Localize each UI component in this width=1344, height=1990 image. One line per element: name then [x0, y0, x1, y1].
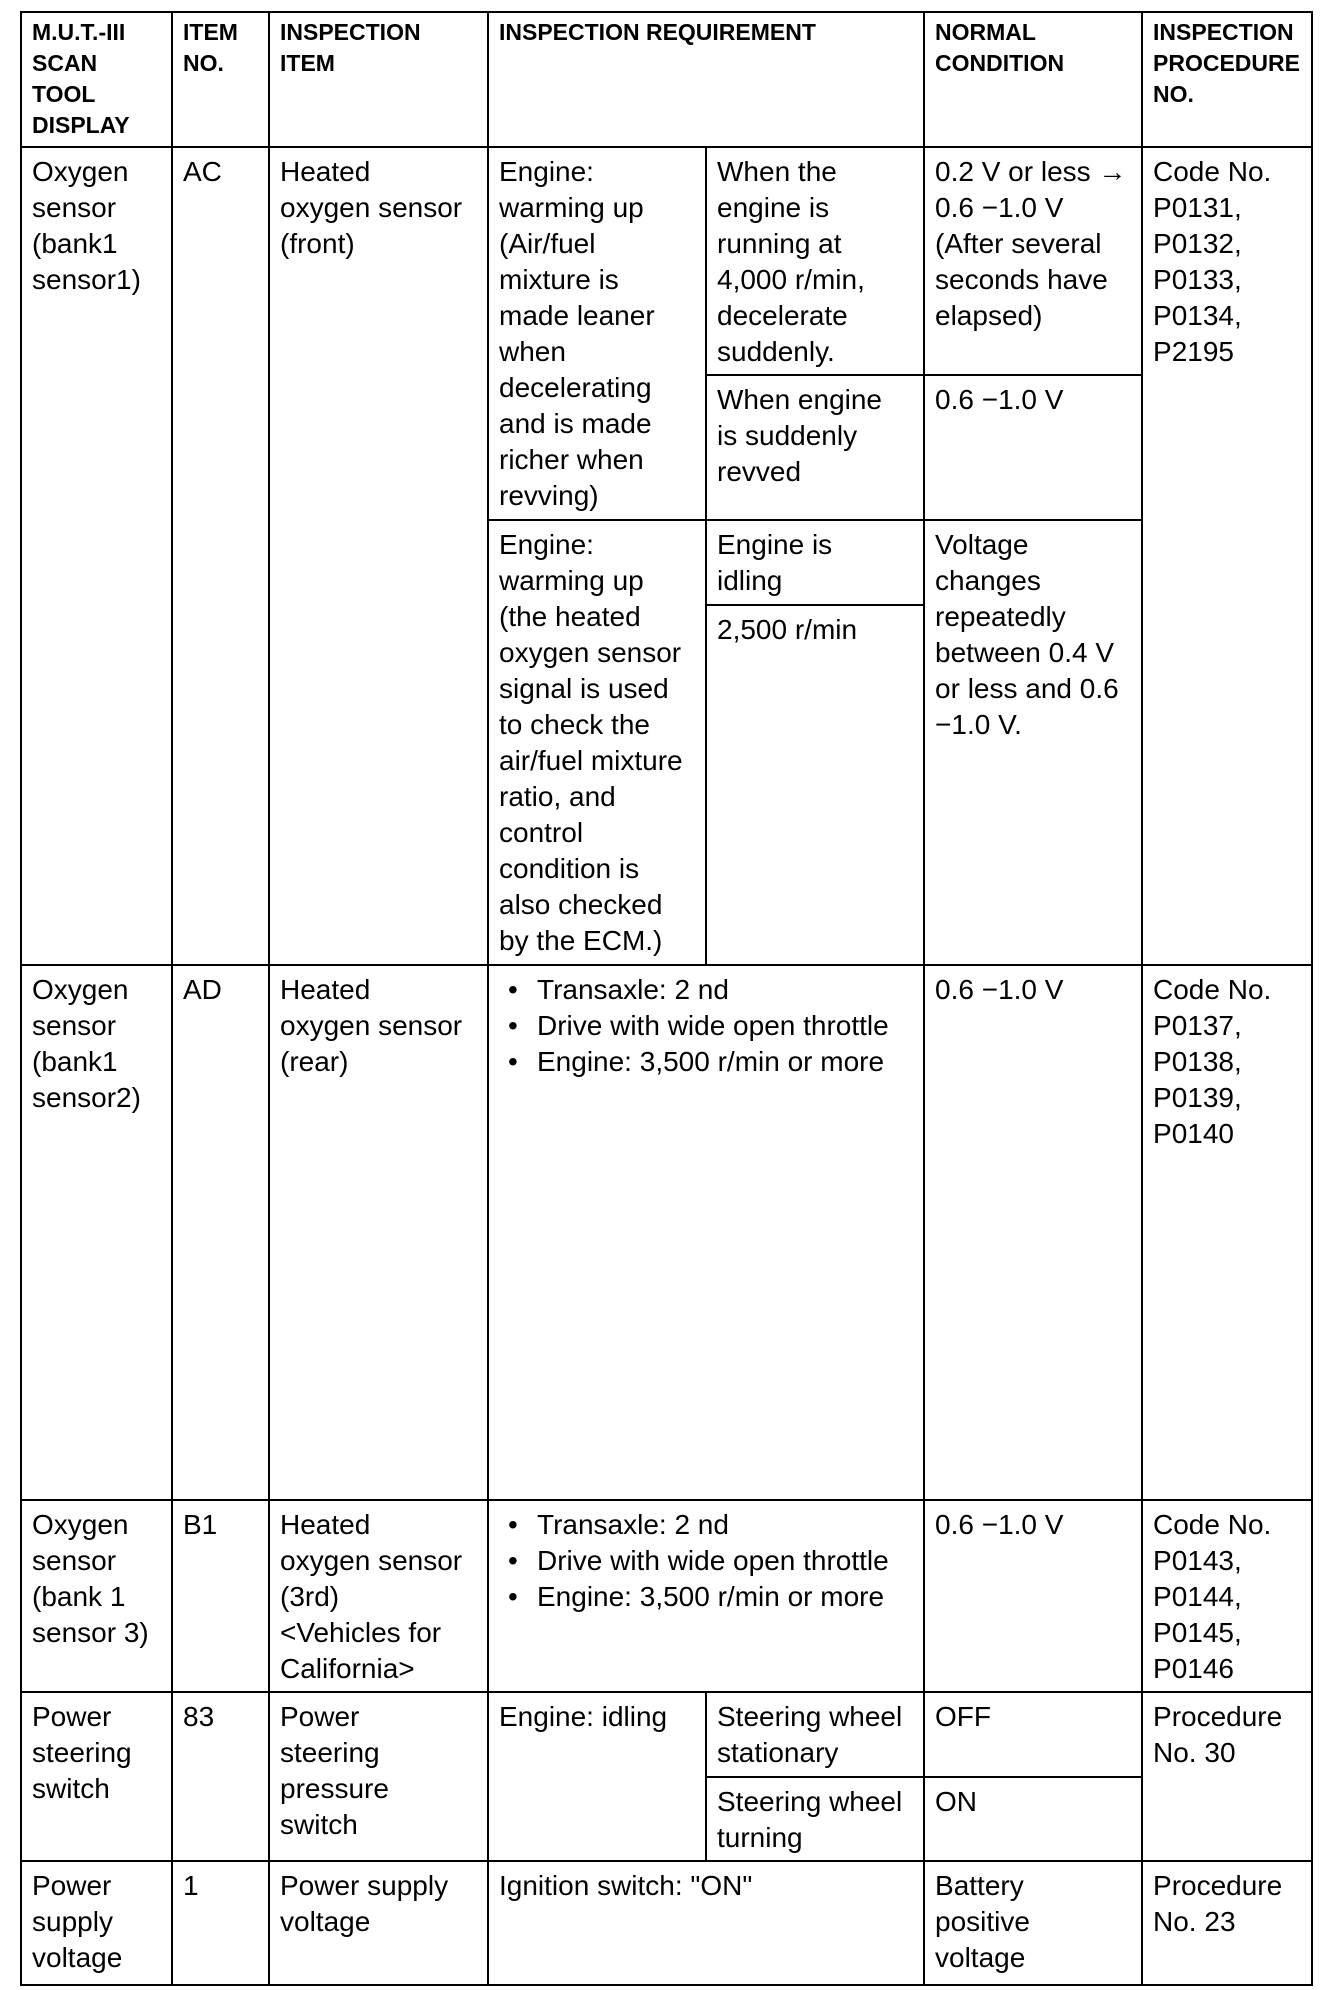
- list-item: • Engine: 3,500 r/min or more: [537, 1579, 915, 1615]
- header-inspection-item: INSPECTION ITEM: [269, 12, 488, 147]
- procedure-no-cell: Code No. P0143, P0144, P0145, P0146: [1142, 1500, 1312, 1692]
- inspection-requirement-cell: Ignition switch: "ON": [488, 1861, 924, 1985]
- table-row: [21, 1861, 1312, 1985]
- procedure-no-cell: Code No. P0137, P0138, P0139, P0140: [1142, 965, 1312, 1500]
- normal-condition-cell: Battery positive voltage: [924, 1861, 1142, 1985]
- requirement-list: [499, 1507, 915, 1615]
- scan-tool-display-cell: Oxygen sensor (bank1 sensor2): [21, 965, 172, 1500]
- table-row: [21, 965, 1312, 1500]
- item-no-cell: 83: [172, 1692, 269, 1861]
- header-normal-condition: NORMAL CONDITION: [924, 12, 1142, 147]
- requirement-list: [499, 972, 915, 1080]
- list-item: • Transaxle: 2 nd: [537, 1507, 915, 1543]
- requirement-subcondition-cell: Steering wheel turning: [706, 1777, 924, 1861]
- requirement-subcondition-cell: When engine is suddenly revved: [706, 375, 924, 520]
- list-item: • Engine: 3,500 r/min or more: [537, 1044, 915, 1080]
- header-procedure-no: INSPECTION PROCEDURE NO.: [1142, 12, 1312, 147]
- scan-tool-display-cell: Power steering switch: [21, 1692, 172, 1861]
- inspection-requirement-cell: [488, 1500, 924, 1692]
- requirement-condition-cell: Engine: idling: [488, 1692, 706, 1861]
- header-item-no: ITEM NO.: [172, 12, 269, 147]
- requirement-subcondition-cell: When the engine is running at 4,000 r/min, decelerate suddenly.: [706, 147, 924, 375]
- normal-condition-cell: Voltage changes repeatedly between 0.4 V or less and 0.6 −1.0 V.: [924, 520, 1142, 965]
- scan-tool-display-cell: Oxygen sensor (bank1 sensor1): [21, 147, 172, 965]
- table-row: [21, 1500, 1312, 1692]
- requirement-subcondition-cell: 2,500 r/min: [706, 605, 924, 965]
- inspection-item-cell: Heated oxygen sensor (front): [269, 147, 488, 965]
- header-row: [21, 12, 1312, 147]
- inspection-item-cell: Power supply voltage: [269, 1861, 488, 1985]
- procedure-no-cell: Procedure No. 23: [1142, 1861, 1312, 1985]
- normal-condition-cell: ON: [924, 1777, 1142, 1861]
- inspection-item-cell: Power steering pressure switch: [269, 1692, 488, 1861]
- table-row: [21, 1692, 1312, 1777]
- item-no-cell: AD: [172, 965, 269, 1500]
- item-no-cell: 1: [172, 1861, 269, 1985]
- inspection-requirement-cell: [488, 965, 924, 1500]
- header-scan-tool-display: M.U.T.-III SCAN TOOL DISPLAY: [21, 12, 172, 147]
- scan-tool-display-cell: Oxygen sensor (bank 1 sensor 3): [21, 1500, 172, 1692]
- inspection-item-cell: Heated oxygen sensor (rear): [269, 965, 488, 1500]
- requirement-subcondition-cell: Engine is idling: [706, 520, 924, 605]
- procedure-no-cell: Procedure No. 30: [1142, 1692, 1312, 1861]
- table-row: [21, 147, 1312, 375]
- list-item: • Drive with wide open throttle: [537, 1008, 915, 1044]
- item-no-cell: AC: [172, 147, 269, 965]
- scan-tool-display-cell: Power supply voltage: [21, 1861, 172, 1985]
- normal-condition-cell: 0.6 −1.0 V: [924, 965, 1142, 1500]
- normal-condition-cell: 0.6 −1.0 V: [924, 375, 1142, 520]
- list-item: • Drive with wide open throttle: [537, 1543, 915, 1579]
- requirement-subcondition-cell: Steering wheel stationary: [706, 1692, 924, 1777]
- requirement-condition-cell: Engine: warming up (Air/fuel mixture is made leaner when decelerating and is made richer when revving): [488, 147, 706, 520]
- normal-condition-cell: 0.2 V or less → 0.6 −1.0 V (After several seconds have elapsed): [924, 147, 1142, 375]
- normal-condition-cell: 0.6 −1.0 V: [924, 1500, 1142, 1692]
- item-no-cell: B1: [172, 1500, 269, 1692]
- procedure-no-cell: Code No. P0131, P0132, P0133, P0134, P2195: [1142, 147, 1312, 965]
- requirement-condition-cell: Engine: warming up (the heated oxygen sensor signal is used to check the air/fuel mixture ratio, and control condition is also checked by the ECM.): [488, 520, 706, 965]
- list-item: • Transaxle: 2 nd: [537, 972, 915, 1008]
- inspection-table: [20, 11, 1313, 1986]
- header-inspection-requirement: INSPECTION REQUIREMENT: [488, 12, 924, 147]
- normal-condition-cell: OFF: [924, 1692, 1142, 1777]
- inspection-item-cell: Heated oxygen sensor (3rd) <Vehicles for California>: [269, 1500, 488, 1692]
